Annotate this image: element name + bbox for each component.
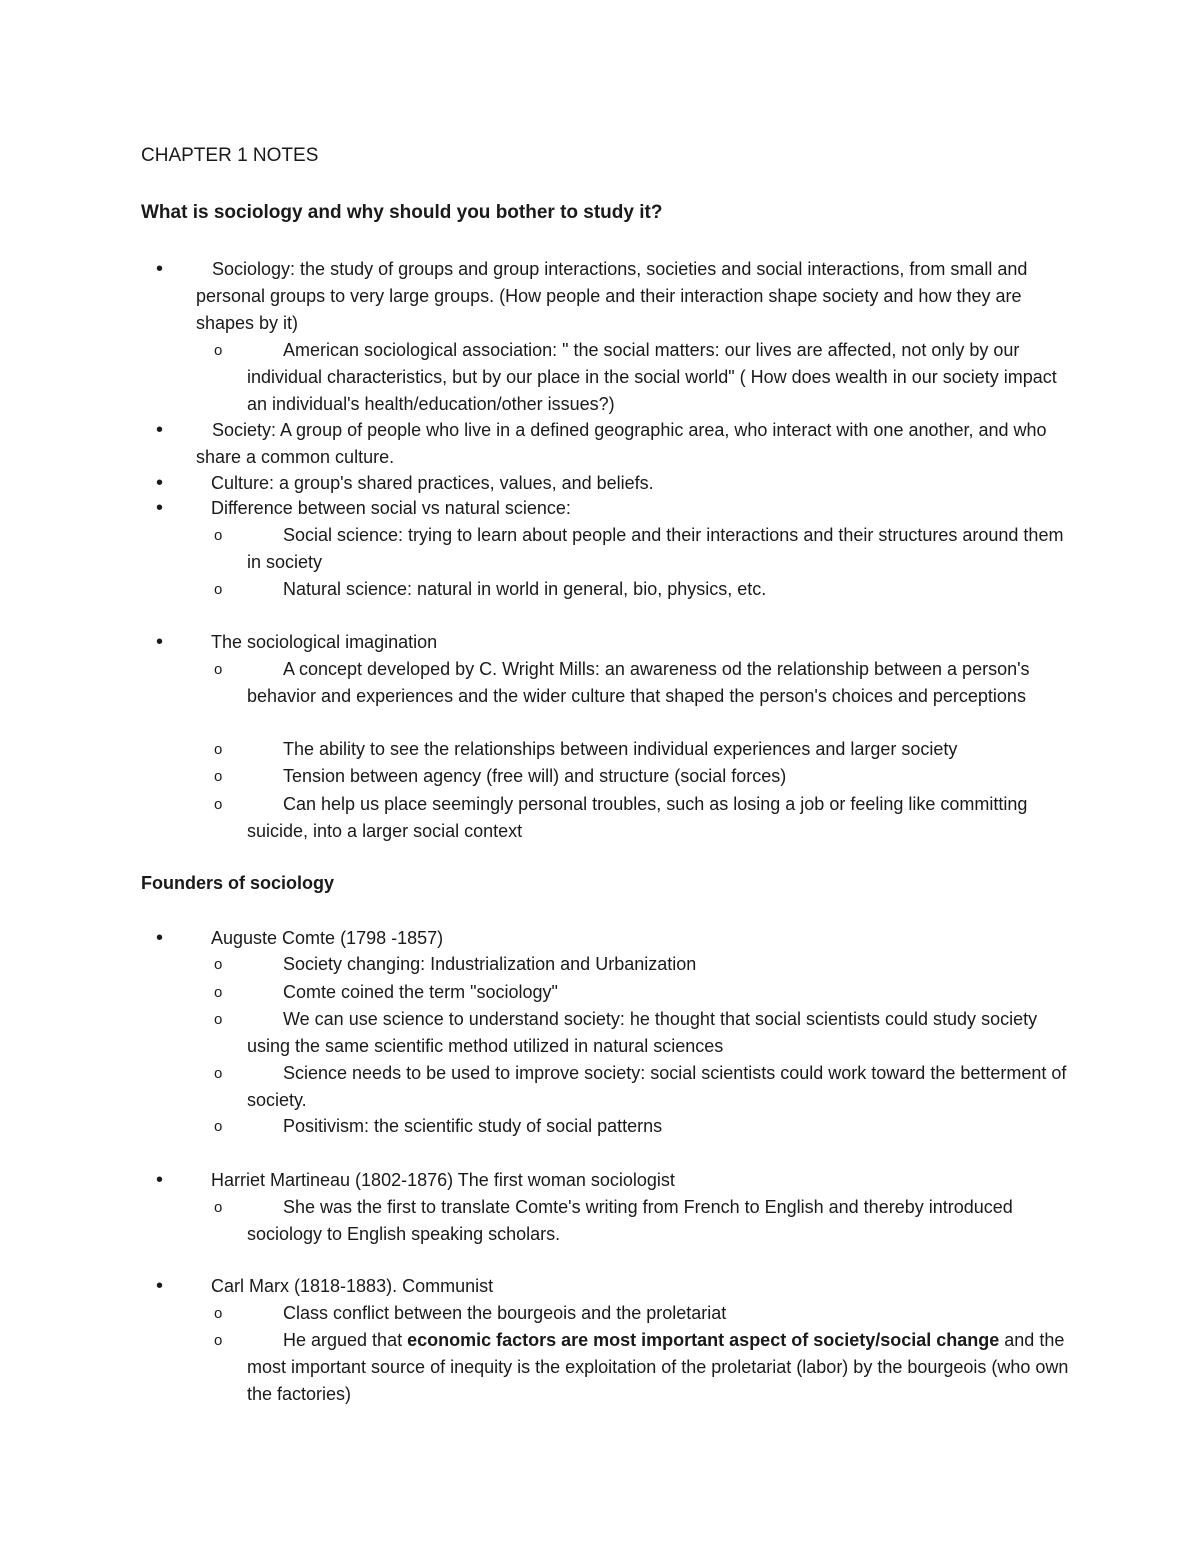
- sub-bullet-marker: o: [214, 1118, 223, 1135]
- sub-list-item-text: We can use science to understand society: he thought that social scientists could study society using the same scientific method utilized in natural sciences: [247, 1009, 1038, 1056]
- sub-bullet-marker: o: [214, 741, 223, 758]
- bullet-marker: •: [156, 1275, 164, 1297]
- sub-list-item-text: American sociological association: " the social matters: our lives are affected, not only by our individual characteristics, but by our place in the social world" ( How does wealth in our society impact an individual's health/education/other issues?): [247, 340, 1057, 414]
- sub-list-item-text: Tension between agency (free will) and structure (social forces): [283, 766, 787, 786]
- sub-bullet-marker: o: [214, 1305, 223, 1322]
- sub-list-item-text: Society changing: Industrialization and Urbanization: [283, 954, 697, 974]
- sub-bullet-marker: o: [214, 581, 223, 598]
- bullet-marker: •: [156, 631, 164, 653]
- section-heading-what-is-sociology: What is sociology and why should you bother to study it?: [141, 202, 663, 223]
- sub-bullet-marker: o: [214, 1065, 223, 1082]
- sub-bullet-marker: o: [214, 1011, 223, 1028]
- bullet-marker: •: [156, 258, 164, 280]
- list-item-text: Carl Marx (1818-1883). Communist: [211, 1276, 494, 1296]
- list-item-text: Culture: a group's shared practices, values, and beliefs.: [211, 473, 654, 493]
- sub-bullet-marker: o: [214, 1332, 223, 1349]
- sub-list-item-text: Comte coined the term "sociology": [283, 982, 558, 1002]
- bullet-marker: •: [156, 497, 164, 519]
- sub-list-item-text: [247, 1327, 1077, 1408]
- bullet-marker: •: [156, 927, 164, 949]
- sub-list-item-text: Can help us place seemingly personal troubles, such as losing a job or feeling like committing suicide, into a larger social context: [247, 794, 1028, 841]
- bold-emphasis: economic factors are most important aspect of society/social change: [407, 1330, 1000, 1350]
- sub-list-item-text: Science needs to be used to improve society: social scientists could work toward the betterment of society.: [247, 1063, 1067, 1110]
- list-item-text: Auguste Comte (1798 -1857): [211, 928, 444, 948]
- sub-bullet-marker: o: [214, 527, 223, 544]
- sub-list-item-text: She was the first to translate Comte's writing from French to English and thereby introduced sociology to English speaking scholars.: [247, 1197, 1013, 1244]
- sub-bullet-marker: o: [214, 768, 223, 785]
- bullet-marker: •: [156, 1169, 164, 1191]
- sub-bullet-marker: o: [214, 984, 223, 1001]
- sub-bullet-marker: o: [214, 661, 223, 678]
- text-run: and the most important source of inequity is the exploitation of the proletariat (labor) by the bourgeois (who own the factories): [247, 1330, 1069, 1404]
- list-item-text: Difference between social vs natural science:: [211, 498, 571, 518]
- list-item-text: Sociology: the study of groups and group interactions, societies and social interactions, from small and personal groups to very large groups. (How people and their interaction shape society and how they are shapes by it): [196, 259, 1028, 333]
- sub-list-item-text: Social science: trying to learn about people and their interactions and their structures around them in society: [247, 525, 1064, 572]
- sub-bullet-marker: o: [214, 956, 223, 973]
- sub-bullet-marker: o: [214, 796, 223, 813]
- section-heading-founders: Founders of sociology: [141, 873, 335, 893]
- list-item-text: Harriet Martineau (1802-1876) The first woman sociologist: [211, 1170, 675, 1190]
- list-item-text: Society: A group of people who live in a defined geographic area, who interact with one another, and who share a common culture.: [196, 420, 1047, 467]
- sub-list-item-text: The ability to see the relationships between individual experiences and larger society: [283, 739, 958, 759]
- text-run: He argued that: [283, 1330, 408, 1350]
- bullet-marker: •: [156, 472, 164, 494]
- sub-list-item-text: Positivism: the scientific study of social patterns: [283, 1116, 663, 1136]
- sub-list-item-text: A concept developed by C. Wright Mills: an awareness od the relationship between a person's behavior and experiences and the wider culture that shaped the person's choices and perceptions: [247, 659, 1030, 706]
- list-item-text: The sociological imagination: [211, 632, 438, 652]
- bullet-marker: •: [156, 419, 164, 441]
- sub-list-item-text: Natural science: natural in world in general, bio, physics, etc.: [283, 579, 767, 599]
- sub-bullet-marker: o: [214, 342, 223, 359]
- sub-list-item-text: Class conflict between the bourgeois and the proletariat: [283, 1303, 727, 1323]
- sub-bullet-marker: o: [214, 1199, 223, 1216]
- page-title: CHAPTER 1 NOTES: [141, 145, 319, 166]
